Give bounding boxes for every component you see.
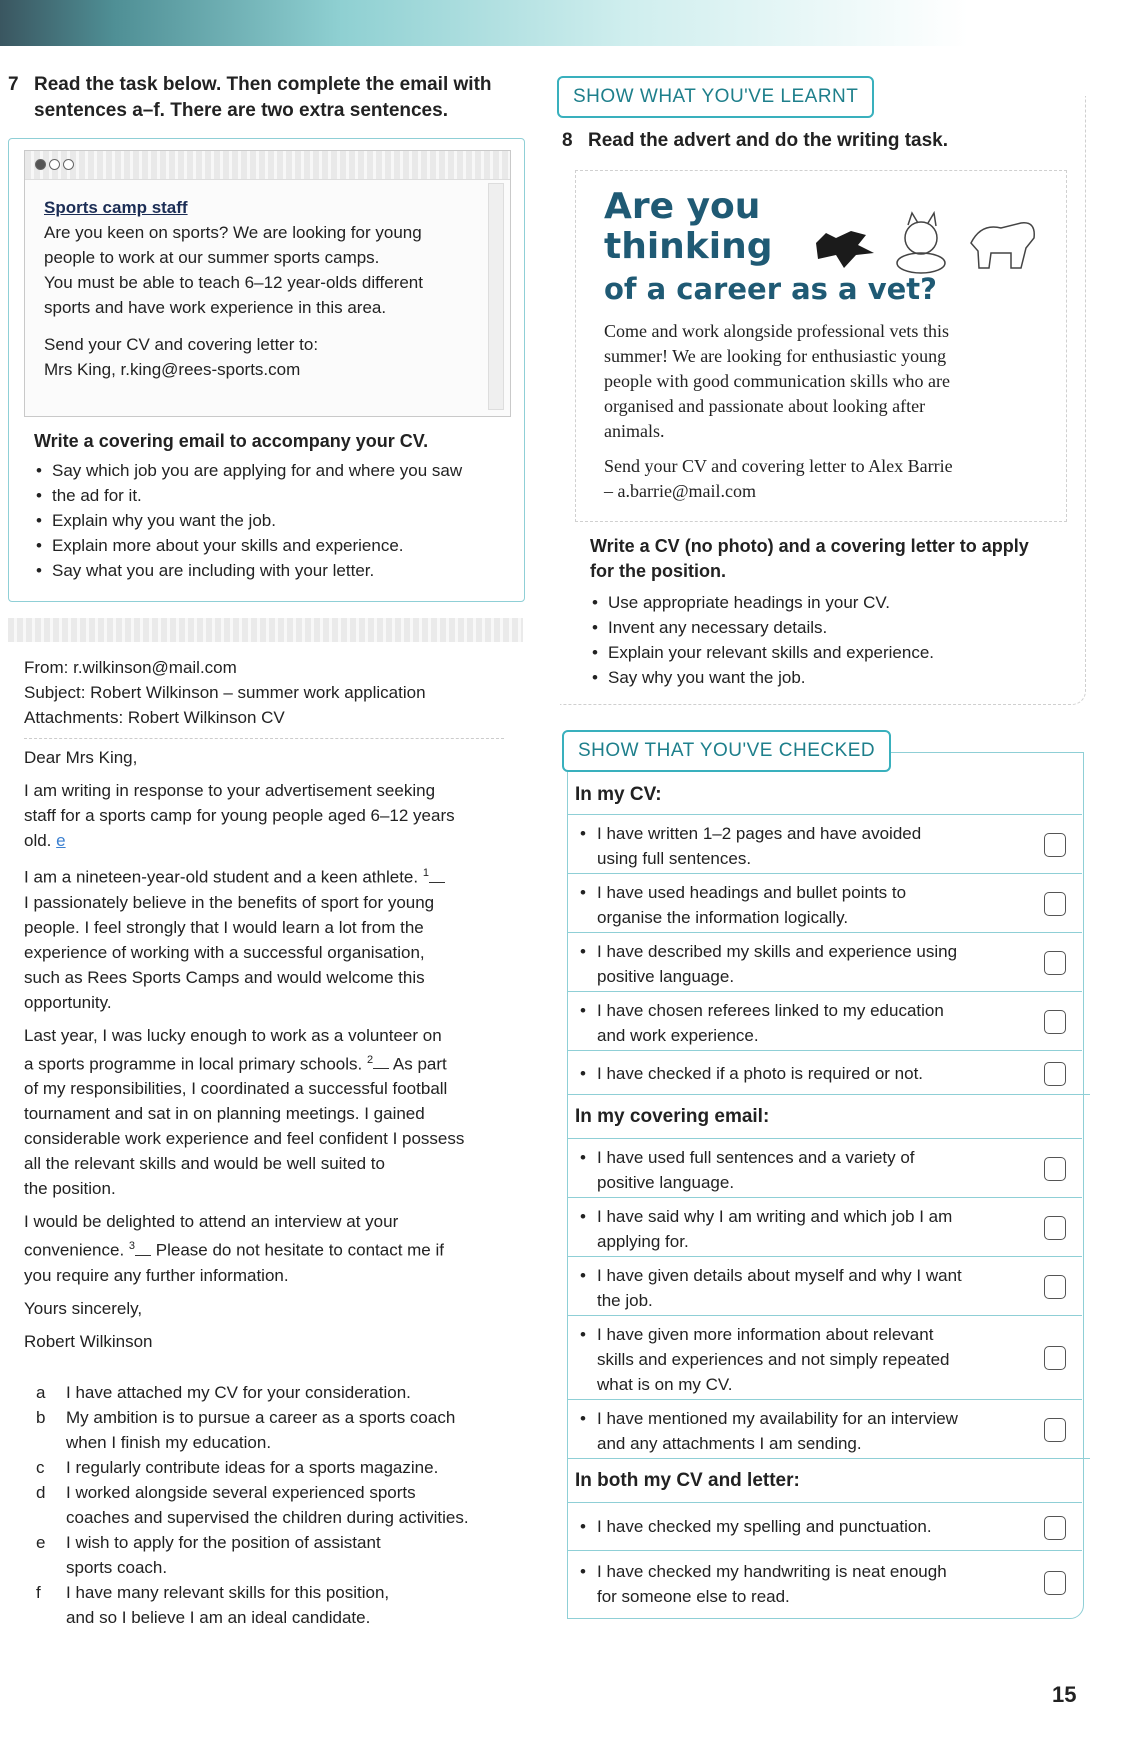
email-line: experience of working with a successful organisation, [24, 942, 425, 962]
item-text: and work experience. [597, 1026, 759, 1045]
email-line: such as Rees Sports Camps and would welcome this [24, 967, 425, 987]
vet-body-line: organised and passionate about looking after [604, 396, 926, 416]
learnt-badge: SHOW WHAT YOU'VE LEARNT [557, 76, 874, 118]
item-text: • I have given more information about relevant [597, 1325, 934, 1344]
item-text: applying for. [597, 1232, 689, 1251]
checkbox[interactable] [1044, 1346, 1066, 1370]
option-text: I have attached my CV for your consideration. [66, 1383, 411, 1402]
checklist-item [567, 814, 1082, 874]
bullet-item: • Say which job you are applying for and where you saw [34, 458, 514, 483]
task-7-instruction [8, 72, 528, 124]
checklist-item [567, 1550, 1082, 1618]
both-section-heading: In both my CV and letter: [567, 1458, 1090, 1503]
option-text: I regularly contribute ideas for a sports magazine. [66, 1458, 439, 1477]
item-text: for someone else to read. [597, 1587, 790, 1606]
email-toolbar [8, 618, 523, 642]
vet-body-line: people with good communication skills who are [604, 371, 950, 391]
checklist-item [567, 1502, 1082, 1551]
option-text: I worked alongside several experienced sports [66, 1483, 416, 1502]
checked-badge: SHOW THAT YOU'VE CHECKED [562, 730, 891, 772]
checklist-item [567, 991, 1082, 1051]
pets-illustration-icon [796, 193, 1056, 278]
header-band [0, 0, 1139, 46]
checkbox[interactable] [1044, 833, 1066, 857]
task-number: 8 [562, 130, 573, 151]
email-line: As part [389, 1054, 447, 1074]
email-line: all the relevant skills and would be well suited to [24, 1154, 385, 1174]
email-line: old. [24, 831, 57, 850]
gap-3-blank[interactable] [135, 1241, 151, 1256]
vet-body-line: summer! We are looking for enthusiastic young [604, 346, 947, 366]
checkbox[interactable] [1044, 1275, 1066, 1299]
option-letter: d [36, 1483, 46, 1502]
checklist-item [567, 932, 1082, 992]
vet-send-line: Send your CV and covering letter to Alex Barrie [604, 456, 953, 476]
advert-title: Sports camp staff [44, 198, 188, 217]
email-closing: Yours sincerely, [24, 1298, 143, 1318]
vet-body-line: Come and work alongside professional vets this [604, 321, 949, 341]
email-line: tournament and sat in on planning meetings. I gained [24, 1104, 425, 1124]
email-body [24, 655, 524, 1354]
gap-number: 2 [366, 1053, 374, 1066]
advert-line: Are you keen on sports? We are looking for young [44, 223, 422, 242]
item-text: the job. [597, 1291, 653, 1310]
email-line: I would be delighted to attend an interview at your [24, 1212, 399, 1232]
bullet-item: • Say why you want the job. [590, 665, 1070, 690]
checklist-item [567, 1256, 1082, 1316]
advert-contact: Mrs King, r.king@rees-sports.com [44, 360, 301, 379]
email-from: From: r.wilkinson@mail.com [24, 658, 237, 677]
checklist-item [567, 1050, 1082, 1095]
email-signature: Robert Wilkinson [24, 1331, 153, 1351]
vet-contact: – a.barrie@mail.com [604, 481, 757, 501]
advert-browser-window [24, 150, 511, 417]
email-line: Please do not hesitate to contact me if [151, 1240, 444, 1260]
option-letter: f [36, 1583, 41, 1602]
scrollbar [488, 183, 504, 410]
email-line: people. I feel strongly that I would learn a lot from the [24, 917, 424, 937]
email-section-heading: In my covering email: [567, 1094, 1090, 1139]
instruction-line: Read the task below. Then complete the email with [34, 74, 492, 95]
email-line: I am writing in response to your advertisement seeking [24, 781, 436, 800]
vet-title-line: thinking [604, 226, 773, 267]
instruction-line: sentences a–f. There are two extra sentences. [34, 100, 448, 121]
vet-title-line: of a career as a vet? [604, 272, 937, 306]
cv-task-bullets [590, 590, 1070, 690]
item-text: organise the information logically. [597, 908, 849, 927]
advert-line: sports and have work experience in this area. [44, 298, 387, 317]
email-line: a sports programme in local primary schools. [24, 1054, 367, 1074]
item-text: • I have written 1–2 pages and have avoided [597, 824, 922, 843]
browser-toolbar [25, 151, 510, 180]
email-line: you require any further information. [24, 1265, 289, 1285]
email-attachments: Attachments: Robert Wilkinson CV [24, 708, 285, 727]
checkbox[interactable] [1044, 1010, 1066, 1034]
item-text: • I have mentioned my availability for an interview [597, 1409, 958, 1428]
bullet-item: • Invent any necessary details. [590, 615, 1070, 640]
item-text: and any attachments I am sending. [597, 1434, 862, 1453]
item-text: • I have checked my spelling and punctuation. [597, 1517, 932, 1536]
item-text: • I have chosen referees linked to my education [597, 1001, 944, 1020]
checklist-item [567, 1399, 1082, 1459]
write-task-bullets [34, 458, 514, 583]
answer-e: e [56, 831, 66, 850]
cv-task-heading [590, 534, 1070, 584]
advert-send-line: Send your CV and covering letter to: [44, 335, 319, 354]
email-line: Last year, I was lucky enough to work as a volunteer on [24, 1025, 442, 1045]
item-text: positive language. [597, 967, 735, 986]
item-text: • I have used headings and bullet points to [597, 883, 907, 902]
item-text: • I have said why I am writing and which job I am [597, 1207, 953, 1226]
option-text: I wish to apply for the position of assistant [66, 1533, 381, 1552]
item-text: • I have described my skills and experience using [597, 942, 958, 961]
item-text: skills and experiences and not simply repeated [597, 1350, 950, 1369]
option-letter: b [36, 1408, 46, 1427]
cv-section-heading: In my CV: [575, 784, 662, 805]
checkbox[interactable] [1044, 951, 1066, 975]
item-text: • I have checked if a photo is required or not. [597, 1064, 924, 1083]
checklist-item [567, 1197, 1082, 1257]
email-line: the position. [24, 1179, 116, 1199]
bullet-item: • Explain your relevant skills and experience. [590, 640, 1070, 665]
vet-title-line: Are you [604, 186, 761, 227]
checklist-item [567, 1315, 1082, 1400]
window-controls-icon [35, 159, 74, 170]
gap-1-blank[interactable] [429, 868, 445, 883]
checkbox[interactable] [1044, 1516, 1066, 1540]
option-letter: a [36, 1383, 46, 1402]
email-line: convenience. [24, 1240, 129, 1260]
option-text: I have many relevant skills for this position, [66, 1583, 390, 1602]
email-line: staff for a sports camp for young people aged 6–12 years [24, 806, 455, 825]
option-letter: e [36, 1533, 46, 1552]
bullet-item: • Use appropriate headings in your CV. [590, 590, 1070, 615]
checkbox[interactable] [1044, 1216, 1066, 1240]
email-line: I passionately believe in the benefits of sport for young [24, 892, 435, 912]
heading-line: Write a CV (no photo) and a covering letter to apply [590, 536, 1029, 556]
option-letter: c [36, 1458, 45, 1477]
option-text: coaches and supervised the children during activities. [66, 1508, 469, 1527]
vet-body-line: animals. [604, 421, 665, 441]
gap-number: 3 [128, 1240, 136, 1253]
option-text: and so I believe I am an ideal candidate. [66, 1608, 371, 1627]
heading-line: for the position. [590, 561, 726, 581]
advert-line: people to work at our summer sports camps. [44, 248, 380, 267]
checkbox[interactable] [1044, 1418, 1066, 1442]
option-text: when I finish my education. [66, 1433, 272, 1452]
gap-number: 1 [422, 867, 429, 879]
item-text: • I have given details about myself and why I want [597, 1266, 962, 1285]
item-text: what is on my CV. [597, 1375, 733, 1394]
checkbox[interactable] [1044, 1062, 1066, 1086]
option-text: My ambition is to pursue a career as a sports coach [66, 1408, 456, 1427]
item-text: positive language. [597, 1173, 735, 1192]
email-line: of my responsibilities, I coordinated a successful football [24, 1079, 448, 1099]
page-number: 15 [1052, 1682, 1077, 1707]
checkbox[interactable] [1044, 1571, 1066, 1595]
checkbox[interactable] [1044, 892, 1066, 916]
email-subject: Subject: Robert Wilkinson – summer work application [24, 683, 426, 702]
gap-2-blank[interactable] [373, 1054, 389, 1069]
write-task-heading: Write a covering email to accompany your CV. [34, 431, 429, 451]
option-text: sports coach. [66, 1558, 168, 1577]
task-number: 7 [8, 74, 19, 95]
email-line: opportunity. [24, 992, 112, 1012]
bullet-item: • Say what you are including with your letter. [34, 558, 514, 583]
instruction-line: Read the advert and do the writing task. [588, 130, 949, 151]
vet-advert [575, 170, 1067, 522]
item-text: • I have used full sentences and a variety of [597, 1148, 915, 1167]
email-line: considerable work experience and feel confident I possess [24, 1129, 465, 1149]
checkbox[interactable] [1044, 1157, 1066, 1181]
checklist-item [567, 1138, 1082, 1198]
email-greeting: Dear Mrs King, [24, 748, 138, 767]
advert-line: You must be able to teach 6–12 year-olds different [44, 273, 423, 292]
checklist-item [567, 873, 1082, 933]
item-text: using full sentences. [597, 849, 752, 868]
item-text: • I have checked my handwriting is neat enough [597, 1562, 947, 1581]
email-line: I am a nineteen-year-old student and a keen athlete. [24, 867, 423, 887]
bullet-item: • Explain more about your skills and experience. [34, 533, 514, 558]
task-8-instruction [562, 128, 948, 154]
bullet-item-continued: • the ad for it. [34, 483, 514, 508]
bullet-item: • Explain why you want the job. [34, 508, 514, 533]
